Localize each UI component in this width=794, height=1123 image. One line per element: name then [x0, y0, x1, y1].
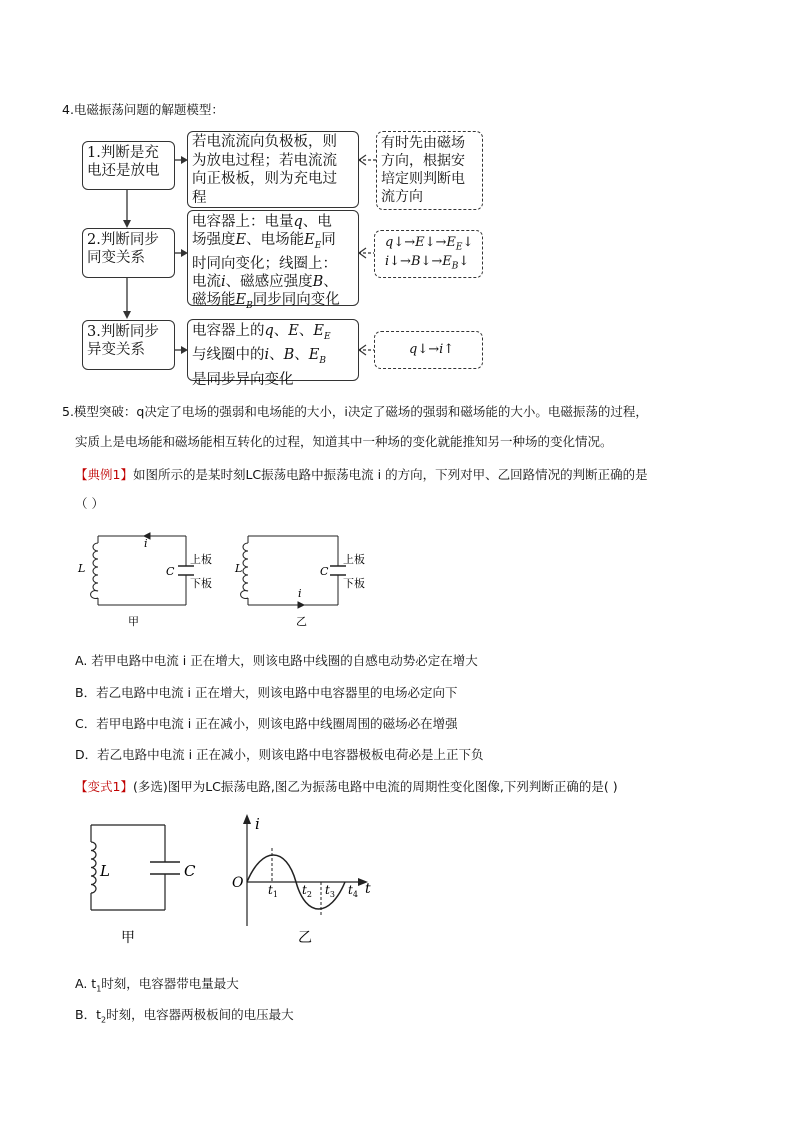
fig2-yi-caption: 乙 — [298, 930, 312, 946]
para5-line1: 5.模型突破：q决定了电场的强弱和电场能的大小，i决定了磁场的强弱和磁场能的大小。电磁振荡的过程， — [62, 404, 648, 419]
fig2-axis-i: i — [255, 815, 260, 833]
para5-line2: 实质上是电场能和磁场能相互转化的过程，知道其中一种场的变化就能推知另一种场的变化情况。 — [75, 434, 613, 449]
flow-step-1-line: 1.判断是充 — [87, 145, 159, 161]
flow-desc-3-line: 电容器上的q、E、$E_E$ — [192, 323, 331, 342]
example1-option-c: C．若甲电路中电流 i 正在减小，则该电路中线圈周围的磁场必在增强 — [75, 716, 458, 731]
fig1-yi-L: L — [235, 562, 243, 575]
fig1-yi-top-plate: 上板 — [343, 553, 365, 566]
flow-desc-3-line: 与线圈中的i、B、$E_B$ — [192, 347, 327, 367]
example1-option-a: A. 若甲电路中电流 i 正在增大，则该电路中线圈的自感电动势必定在增大 — [75, 653, 478, 668]
fig2-t1: $t_1$ — [268, 883, 278, 899]
relation-q-e: $q↓\to E↓\to E_E↓$ — [385, 235, 474, 253]
fig2-L: L — [100, 862, 110, 880]
relation-i-b: $i↓\to B↓\to E_B↓$ — [385, 254, 470, 272]
fig1-jia-top-plate: 上板 — [190, 553, 212, 566]
fig1-jia-bottom-plate: 下板 — [190, 577, 212, 590]
flow-desc-1-line: 向正极板，则为充电过 — [192, 171, 337, 187]
flow-step-1-line: 电还是放电 — [87, 163, 160, 179]
example1-option-d: D．若乙电路中电流 i 正在减小，则该电路中电容器极板电荷必是上正下负 — [75, 747, 484, 762]
current-graph — [243, 814, 368, 926]
variant1-option-b: B．$t_2$时刻，电容器两极板间的电压最大 — [75, 1007, 294, 1025]
flow-step-3-line: 异变关系 — [87, 342, 145, 358]
flow-desc-1-line: 若电流流向负极板，则 — [192, 134, 337, 150]
fig2-C: C — [184, 862, 196, 880]
flow-desc-2-line: 电流i、磁感应强度B、 — [192, 273, 338, 290]
example1-answer-paren: （ ） — [75, 496, 104, 511]
flow-note-1-line: 方向，根据安 — [381, 153, 465, 169]
fig1-jia-i: i — [144, 537, 148, 550]
flow-note-1-line: 有时先由磁场 — [381, 135, 465, 151]
flow-desc-2-line: 电容器上：电量q、电 — [192, 214, 332, 230]
flow-desc-1-line: 程 — [192, 189, 207, 206]
variant1-option-a: A. $t_1$时刻，电容器带电量最大 — [75, 976, 239, 994]
example1-stem: 如图所示的是某时刻LC振荡电路中振荡电流 i 的方向，下列对甲、乙回路情况的判断正确的是 — [132, 467, 648, 482]
flow-step-2-line: 2.判断同步 — [87, 232, 159, 248]
fig2-jia-caption: 甲 — [121, 930, 135, 946]
fig2-t3: $t_3$ — [325, 883, 335, 899]
example1-option-b: B．若乙电路中电流 i 正在增大，则该电路中电容器里的电场必定向下 — [75, 685, 458, 700]
example1-tag: 【典例1】 — [75, 467, 133, 482]
fig1-jia-caption: 甲 — [128, 615, 139, 628]
flow-desc-1-line: 为放电过程；若电流流 — [192, 152, 337, 169]
relation-q-i: q↓→i↑ — [409, 342, 455, 357]
variant1-stem: (多选)图甲为LC振荡电路,图乙为振荡电路中电流的周期性变化图像,下列判断正确的是( ) — [132, 779, 618, 794]
fig2-t2: $t_2$ — [302, 883, 312, 899]
flow-step-3-line: 3.判断同步 — [87, 324, 159, 340]
fig2-origin: O — [232, 875, 244, 891]
section-4-heading: 4.电磁振荡问题的解题模型： — [62, 102, 224, 117]
fig1-jia-L: L — [78, 562, 86, 575]
variant1-tag: 【变式1】 — [75, 779, 133, 794]
flow-note-1-line: 流方向 — [381, 189, 423, 205]
fig1-yi-C: C — [320, 565, 329, 578]
fig2-axis-t: t — [365, 881, 371, 897]
fig1-yi-i: i — [298, 587, 302, 600]
flow-note-1-line: 培定则判断电 — [381, 171, 465, 187]
flow-desc-2-line: 时同向变化；线圈上： — [192, 255, 337, 272]
fig1-jia-C: C — [166, 565, 175, 578]
flow-desc-2-line: 场强度E、电场能$E_E$同 — [192, 232, 336, 251]
flow-step-2-line: 同变关系 — [87, 250, 145, 266]
fig1-yi-bottom-plate: 下板 — [343, 577, 365, 590]
fig1-yi-caption: 乙 — [296, 615, 307, 628]
fig2-t4: $t_4$ — [348, 883, 358, 899]
flow-desc-2-line: 磁场能$E_B$同步同向变化 — [192, 291, 340, 311]
flow-desc-3-line: 是同步异向变化 — [192, 371, 294, 388]
